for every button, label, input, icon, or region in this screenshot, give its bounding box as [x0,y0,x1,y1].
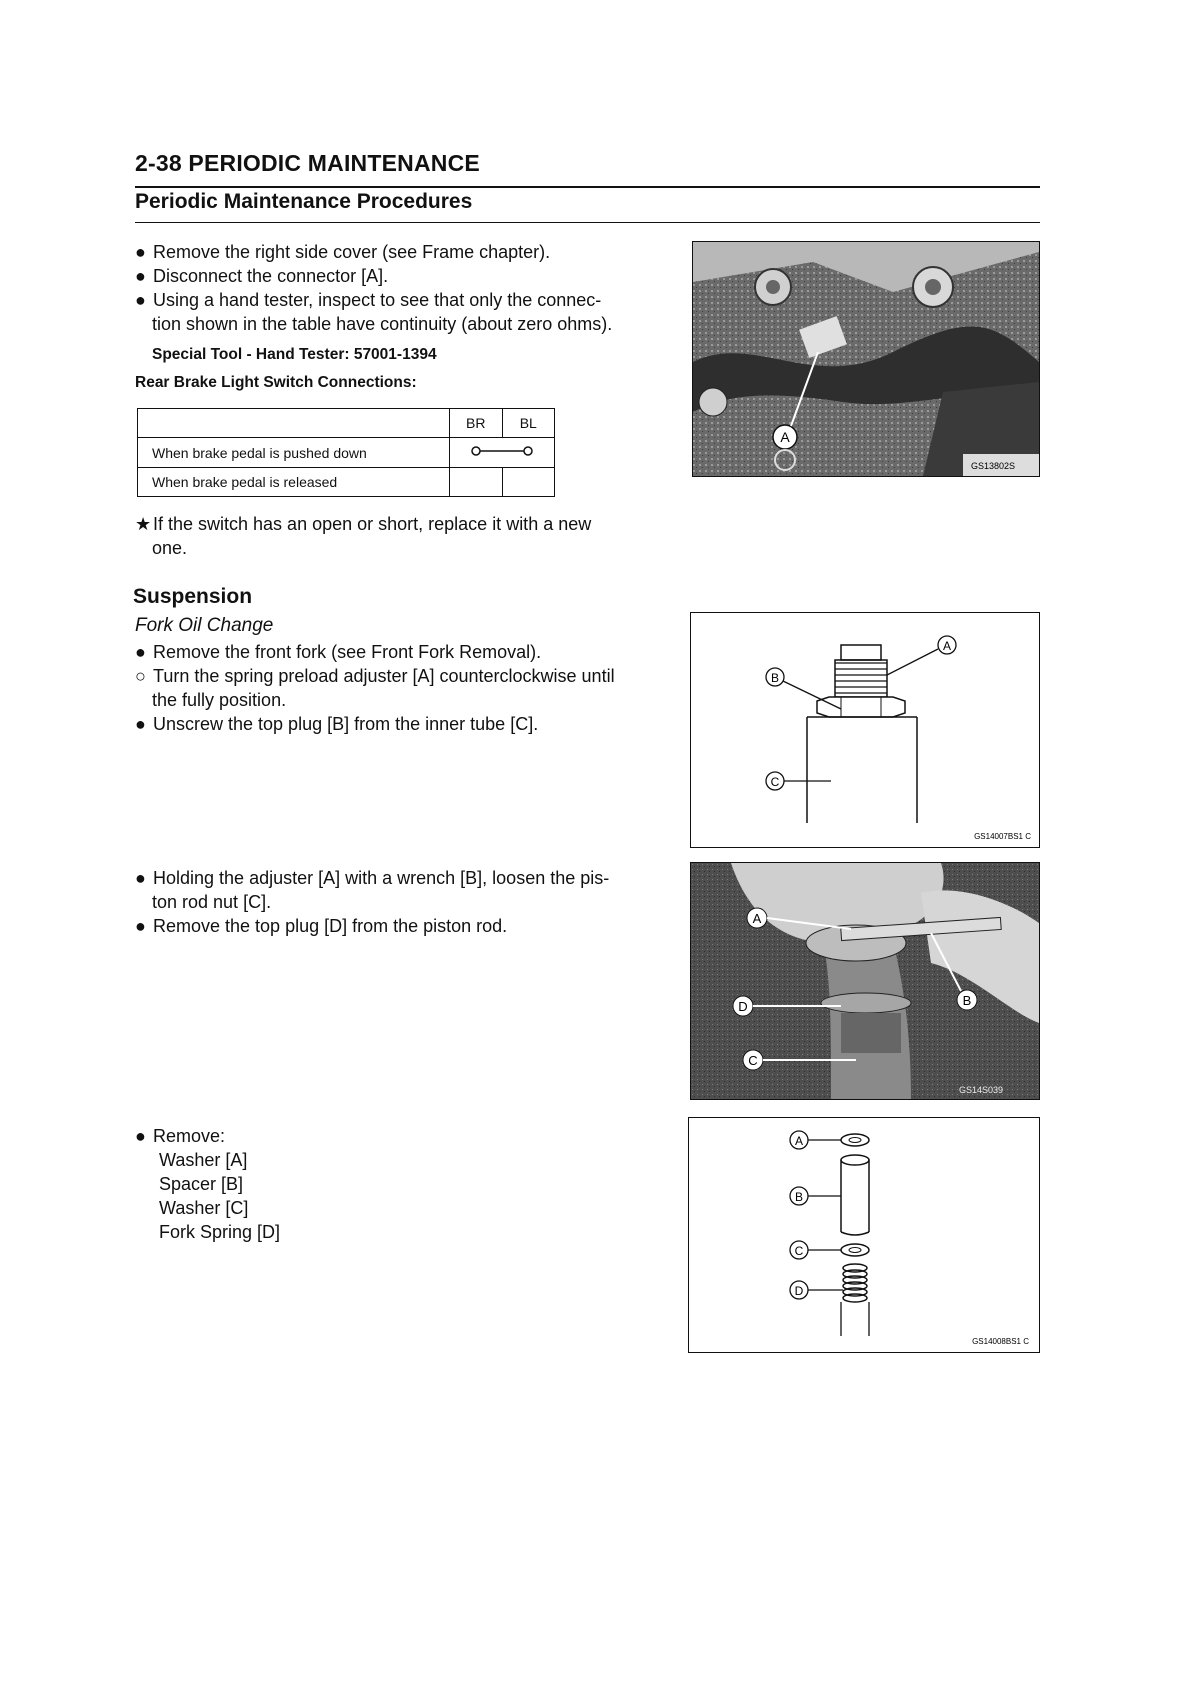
figure-code: GS14S039 [959,1085,1004,1095]
remove-list [135,1124,280,1244]
bullet-icon: ● [135,290,146,310]
step-item-continued: tion shown in the table have continuity (about zero ohms). [152,314,613,334]
note-line: ★ If the switch has an open or short, replace it with a new [135,514,592,534]
figure-code: GS14007BS1 C [974,832,1031,841]
table-row [138,438,555,468]
callout-b: B [770,671,780,685]
bullet-icon: ● [135,714,146,734]
callout-b: B [962,993,972,1008]
step-item: ● Remove: [135,1126,226,1146]
callout-c: C [794,1244,804,1258]
bullet-icon: ● [135,916,146,936]
note-line: one. [152,538,188,558]
table-cell-empty [138,409,450,438]
connector-photo [692,241,1040,477]
fork-parts-diagram-art [689,1118,1039,1352]
callout-c: C [770,775,780,789]
step-item: ● Remove the top plug [D] from the piston rod. [135,916,508,936]
top-plug-diagram [690,612,1040,848]
step-item: ● Using a hand tester, inspect to see that only the connec- [135,290,602,310]
section-title: Periodic Maintenance Procedures [135,190,473,213]
figure-code: GS13802S [971,461,1016,471]
section-rule [135,222,1040,223]
callout-d: D [738,999,748,1014]
brake-switch-steps [135,240,612,336]
table-cell-empty [502,468,555,497]
step-item: ● Holding the adjuster [A] with a wrench [B], loosen the pis- [135,868,610,888]
callout-a: A [942,639,952,653]
step-item: ● Remove the front fork (see Front Fork Removal). [135,642,542,662]
figure-code: GS14008BS1 C [972,1337,1029,1346]
connector-photo-art [693,242,1039,476]
fork-steps-b [135,866,609,938]
table-row-label: When brake pedal is released [138,468,450,497]
callout-b: B [794,1190,804,1204]
table-cell-empty [450,468,503,497]
bullet-icon: ● [135,642,146,662]
step-item-continued: the fully position. [152,690,287,710]
callout-a: A [794,1134,804,1148]
step-item-continued: ton rod nut [C]. [152,892,272,912]
list-item: Washer [A] [159,1150,248,1170]
step-item: ● Unscrew the top plug [B] from the inner tube [C]. [135,714,539,734]
callout-a: A [780,429,790,445]
star-icon: ★ [135,514,152,534]
table-row [138,468,555,497]
table-row-label: When brake pedal is pushed down [138,438,450,468]
table-header-br: BR [450,409,503,438]
callout-a: A [752,911,762,926]
callout-c: C [748,1053,758,1068]
bullet-icon: ● [135,242,146,262]
list-item: Fork Spring [D] [159,1222,281,1242]
connections-table [137,408,555,497]
step-item: ● Disconnect the connector [A]. [135,266,389,286]
continuity-symbol [450,438,555,468]
wrench-photo-art [691,863,1039,1099]
step-item: ● Remove the right side cover (see Frame chapter). [135,242,551,262]
bullet-icon: ● [135,868,146,888]
header-rule [135,186,1040,188]
fork-oil-heading: Fork Oil Change [135,615,274,636]
bullet-icon: ● [135,1126,146,1146]
fork-parts-diagram [688,1117,1040,1353]
fork-steps-a [135,640,615,736]
continuity-icon [450,438,554,464]
list-item: Washer [C] [159,1198,249,1218]
table-header-bl: BL [502,409,555,438]
note [135,512,591,560]
circle-bullet-icon: ○ [135,666,146,686]
top-plug-diagram-art [691,613,1039,847]
bullet-icon: ● [135,266,146,286]
suspension-heading: Suspension [133,585,253,608]
wrench-photo [690,862,1040,1100]
list-item: Spacer [B] [159,1174,244,1194]
callout-d: D [794,1284,804,1298]
chapter-title: 2-38 PERIODIC MAINTENANCE [135,150,480,176]
table-header-row [138,409,555,438]
step-item: ○ Turn the spring preload adjuster [A] counterclockwise until [135,666,615,686]
table-title: Rear Brake Light Switch Connections: [135,374,417,391]
special-tool: Special Tool - Hand Tester: 57001-1394 [152,346,437,363]
